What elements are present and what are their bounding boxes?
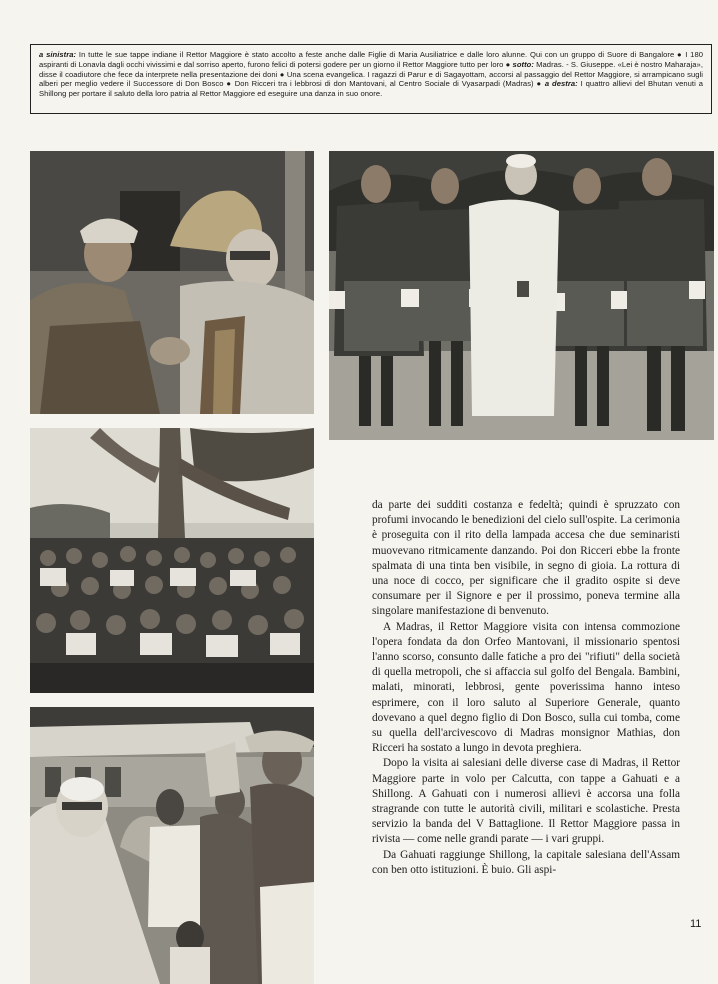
page-number: 11 — [690, 918, 702, 930]
photo-bhutan-students — [329, 151, 714, 440]
photo-maharaja-gifts — [30, 151, 314, 414]
caption-text-right: I quattro allievi del Bhutan venuti a Shillong per portare il saluto della loro patria al Rettor Maggiore ed eseguire una danza in suo onore. — [39, 79, 703, 99]
body-paragraph: Da Gahuati raggiunge Shillong, la capitale salesiana dell'Assam con ben otto istituzioni. È buio. Gli aspi- — [372, 848, 680, 876]
body-paragraph: A Madras, il Rettor Maggiore visita con intensa commozione l'opera fondata da don Orfeo Mantovani, il missionario spentosi l'anno scorso, consunto dalle fatiche a pro dei "rifiuti" della società di quella metropoli, che si affaccia sul golfo del Bengala. Bambini, malati, minorati, lebbrosi, gente poverissima hanno inteso esprimere, con il loro saluto al Superiore Generale, quanto dovevano a quel degno figlio di Don Bosco, sulla cui tomba, come su quella dell'arcivescovo di Madras monsignor Mathias, don Ricceri ha sostato a lungo in devota preghiera. — [372, 620, 680, 755]
caption-text: Una scena evangelica. I ragazzi di Parur e di Sagayottam, accorsi al passaggio del Rettor Maggiore, si arrampicano sugli alberi per meglio vedere il Successore di Don Bosco — [39, 69, 703, 89]
body-paragraph: Dopo la visita ai salesiani delle diverse case di Madras, il Rettor Maggiore parte in volo per Calcutta, con tappe a Gahuati e a Shillong. A Gahuati con i numerosi allievi è accorsa una folla stragrande con tutte le autorità civili, militari e scolastiche. Presta servizio la banda del V Battaglione. Il Rettor Maggiore passa in rivista — come nelle grandi parate — i vari gruppi. — [372, 757, 680, 846]
caption-bullet: ● — [279, 69, 285, 79]
photo-vyasarpadi-centre — [30, 707, 314, 984]
photo-caption-box — [30, 44, 712, 114]
caption-bullet: ● — [505, 59, 511, 69]
caption-text: Don Ricceri tra i lebbrosi di don Mantovani, al Centro Sociale di Vyasarpadi (Madras) — [234, 79, 534, 89]
caption-label-left: a sinistra: — [39, 50, 77, 59]
caption-text-left: In tutte le sue tappe indiane il Rettor Maggiore è stato accolto a feste anche dalle Figlie di Maria Ausiliatrice e dalle loro alunne. Qui con un gruppo di Suore di Bangalore — [78, 50, 675, 59]
body-paragraph: da parte dei sudditi costanza e fedeltà; quindi è spruzzato con profumi invocando le benedizioni del cielo sull'ospite. La cerimonia è proseguita con il rito della lampada accesa che due seminaristi muovevano ritmicamente danzando. Poi don Ricceri ebbe la fronte spalmata di una tinta ben visibile, in segno di gioia. La rottura di una noce di cocco, per significare che il gradito ospite si deve consumare per il Signore e per il prossimo, poneva termine alla singolare manifestazione di benvenuto. — [372, 499, 680, 618]
caption-bullet: ● — [536, 79, 542, 89]
caption-text: I 180 aspiranti di Lonavla dagli occhi vivissimi e dal sorriso aperto, furono felici di potersi godere per un giorno il Rettor Maggiore tutto per loro — [39, 50, 703, 69]
caption-bullet: ● — [226, 79, 232, 89]
photo-crowd-tree — [30, 428, 314, 693]
caption-bullet: ● — [677, 50, 683, 59]
caption-text-below: Madras. - S. Giuseppe. «Lei è nostro Maharaja», disse il coadiutore che fece da interprete nella presentazione dei doni — [39, 59, 703, 79]
caption-label-right: a destra: — [544, 79, 578, 89]
article-body — [372, 498, 680, 878]
caption-label-below: sotto: — [512, 59, 534, 69]
